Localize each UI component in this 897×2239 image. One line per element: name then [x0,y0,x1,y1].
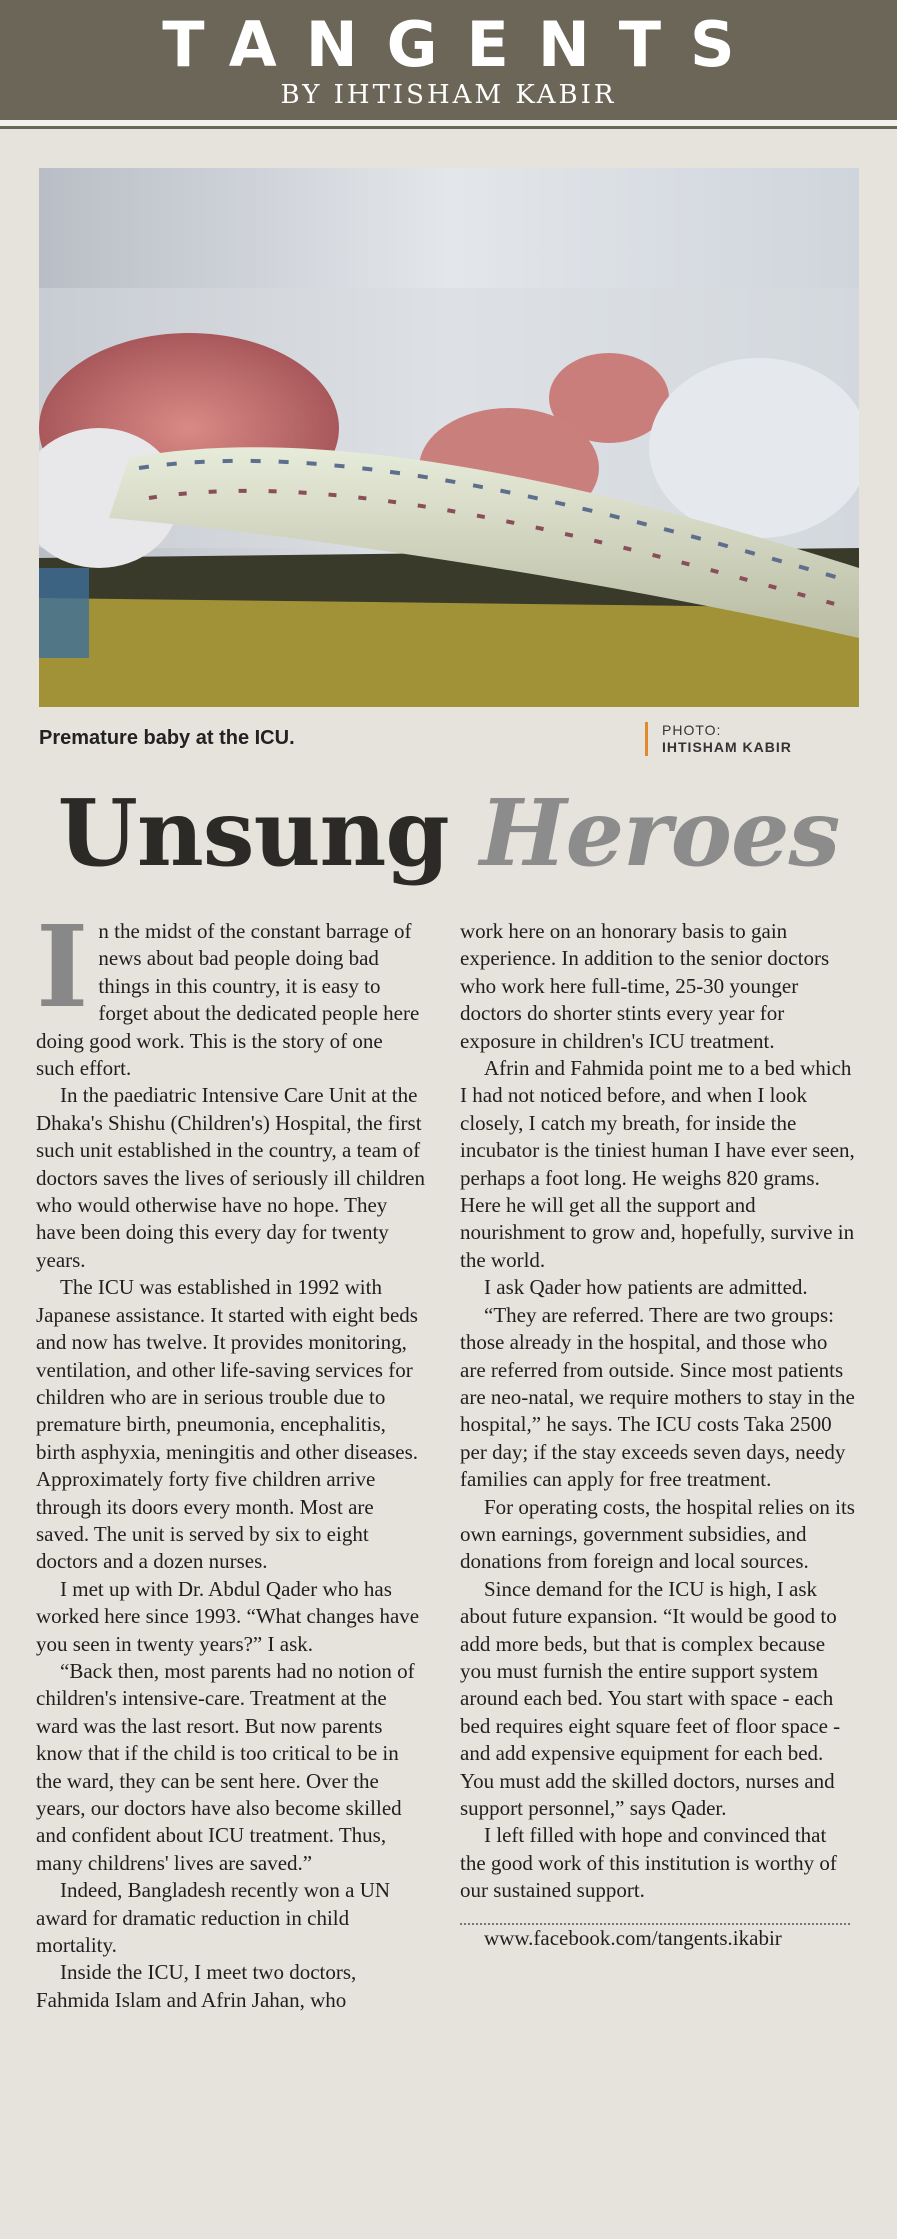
paragraph-text: n the midst of the constant barrage of news about bad people doing bad things in this country, it is easy to forget about the dedicated people here doing good work. This is the story of one such effort. [36,919,420,1081]
article-paragraph: In the paediatric Intensive Care Unit at the Dhaka's Shishu (Children's) Hospital, the first such unit established in the country, a team of doctors saves the lives of seriously ill children who would otherwise have no hope. They have been doing this every day for twenty years. [36,1083,426,1272]
dropcap: I [36,902,89,1033]
article-column-right [460,918,855,1952]
article-column-left [36,902,426,2014]
photo-credit-label: PHOTO: [662,722,722,738]
article-paragraph: I left filled with hope and convinced that the good work of this institution is worthy of our sustained support. [460,1823,837,1903]
article-paragraph: Inside the ICU, I meet two doctors, Fahmida Islam and Afrin Jahan, who [36,1960,357,2012]
article-paragraph [36,902,426,1082]
footer-url: www.facebook.com/tangents.ikabir [484,1925,782,1950]
photo-credit-name: IHTISHAM KABIR [662,739,792,755]
article-paragraph: The ICU was established in 1992 with Japanese assistance. It started with eight beds and now has twelve. It provides monitoring, ventilation, and other life-saving services for children who are in serious trouble due to premature birth, pneumonia, encephalitis, birth asphyxia, meningitis and other diseases. Approximately forty five children arrive through its doors every month. Most are saved. The unit is served by six to eight doctors and a dozen nurses. [36,1275,419,1574]
article-paragraph: work here on an honorary basis to gain experience. In addition to the senior doctors who work here full-time, 25-30 younger doctors do shorter stints every year for exposure in children's ICU treatment. [460,919,830,1053]
photo-credit [645,722,792,756]
headline [0,778,897,888]
article-paragraph: Since demand for the ICU is high, I ask about future expansion. “It would be good to add more beds, but that is complex because you must furnish the entire support system around each bed. You start with space - each bed requires eight square feet of floor space - and add expensive equipment for each bed. You must add the skilled doctors, nurses and support personnel,” says Qader. [460,1576,841,1820]
article-paragraph: “Back then, most parents had no notion of children's intensive-care. Treatment at the ward was the last resort. But now parents know that if the child is too critical to be in the ward, they can be sent here. Over the years, our doctors have also become skilled and confident about ICU treatment. Thus, many childrens' lives are saved.” [36,1658,415,1875]
article-photo [39,168,859,707]
article-paragraph: “They are referred. There are two groups: those already in the hospital, and those who are referred from outside. Since most patients are neo-natal, we require mothers to stay in the hospital,” he says. The ICU costs Taka 2500 per day; if the stay exceeds seven days, needy families can apply for free treatment. [460,1302,855,1492]
masthead [0,0,897,126]
headline-part1: Unsung [57,779,449,887]
article-paragraph: I met up with Dr. Abdul Qader who has worked here since 1993. “What changes have you seen in twenty years?” I ask. [36,1576,420,1656]
article-paragraph: I ask Qader how patients are admitted. [484,1275,808,1300]
article-paragraph: For operating costs, the hospital relies on its own earnings, government subsidies, and donations from foreign and local sources. [460,1494,855,1574]
photo-caption: Premature baby at the ICU. [39,727,295,749]
masthead-byline: BY IHTISHAM KABIR [280,80,617,110]
article-paragraph: Afrin and Fahmida point me to a bed which I had not noticed before, and when I look closely, I catch my breath, for inside the incubator is the tiniest human I have ever seen, perhaps a foot long. He weighs 820 grams. Here he will get all the support and nourishment to grow and, hopefully, survive in the world. [460,1056,855,1272]
masthead-title: TANGENTS [162,8,764,81]
headline-part2: Heroes [479,779,840,887]
article-paragraph: Indeed, Bangladesh recently won a UN award for dramatic reduction in child mortality. [36,1878,391,1958]
